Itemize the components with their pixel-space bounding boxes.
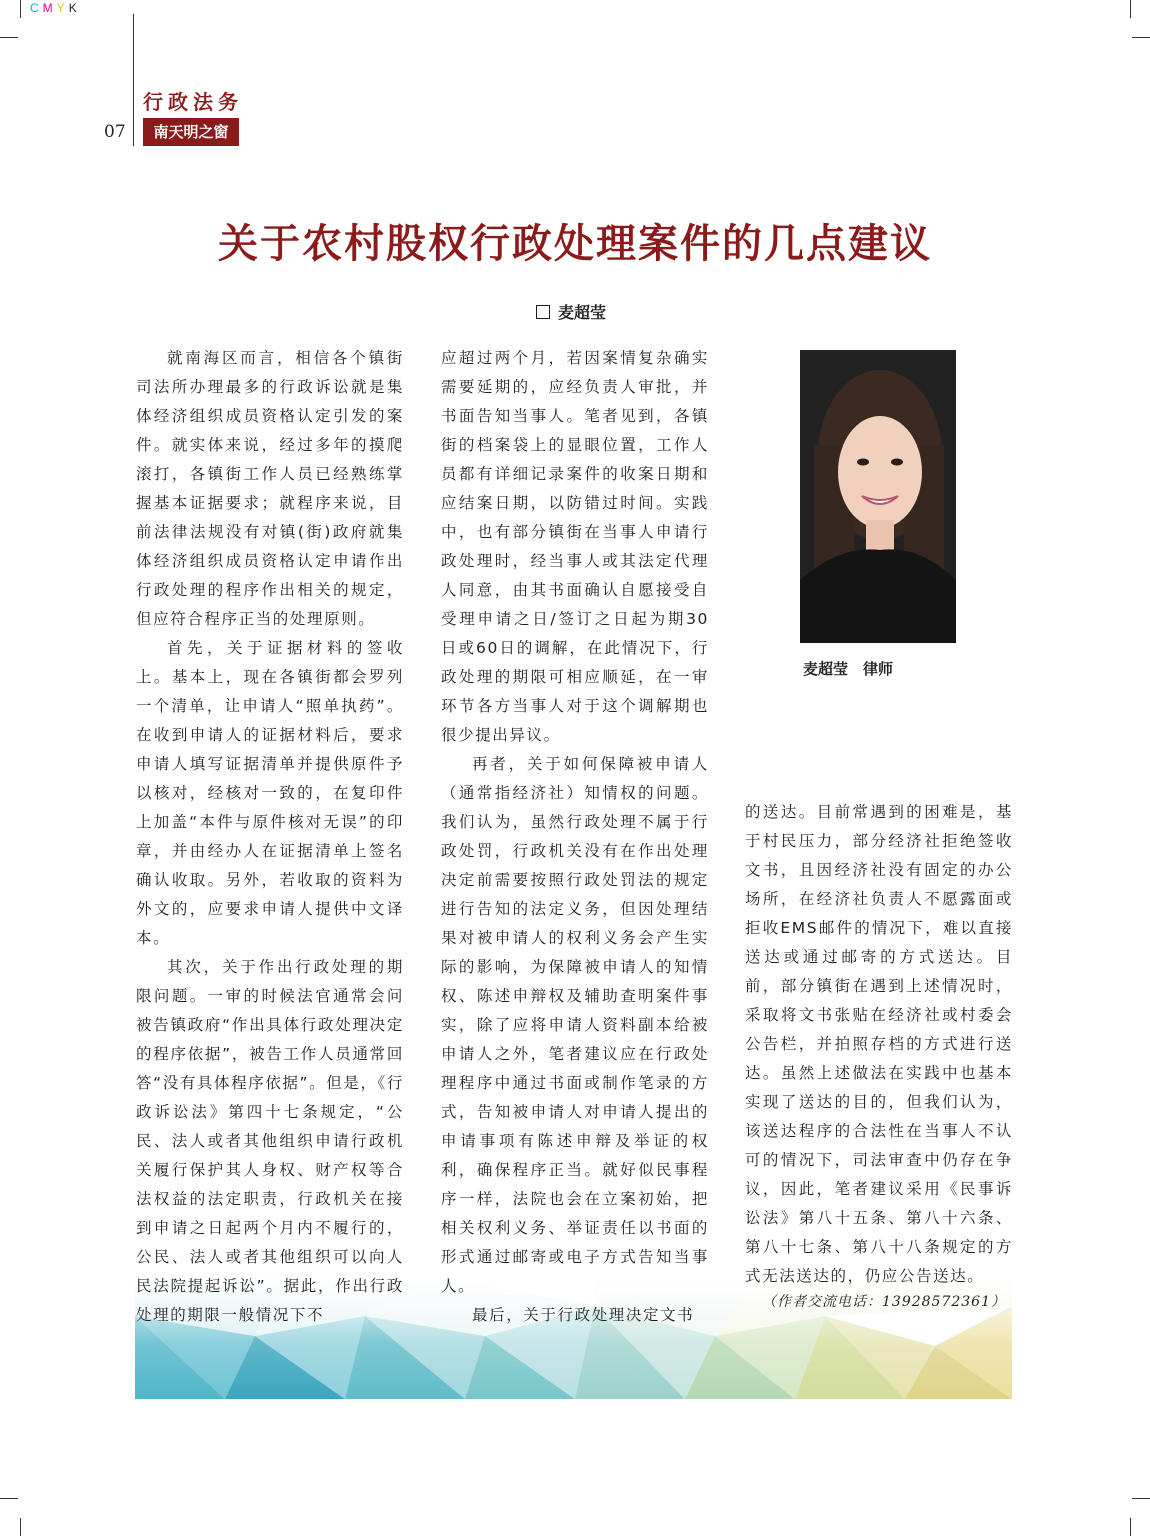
cmyk-m: M	[42, 1, 57, 15]
paragraph: 就南海区而言，相信各个镇街司法所办理最多的行政诉讼就是集体经济组织成员资格认定引发的案件。就实体来说，经过多年的摸爬滚打，各镇街工作人员已经熟练掌握基本证据要求；就程序来说，目前法律法规没有对镇(街)政府就集体经济组织成员资格认定申请作出行政处理的程序作出相关的规定，但应符合程序正当的处理原则。	[136, 349, 404, 628]
crop-mark-bottom-right-h	[1132, 1498, 1150, 1499]
paragraph: 应超过两个月，若因案情复杂确实需要延期的，应经负责人审批，并书面告知当事人。笔者见到，各镇街的档案袋上的显眼位置，工作人员都有详细记录案件的收案日期和应结案日期，以防错过时间。实践中，也有部分镇街在当事人申请行政处理时，经当事人或其法定代理人同意，由其书面确认自愿接受自受理申请之日/签订之日起为期30日或60日的调解，在此情况下，行政处理的期限可相应顺延，在一审环节各方当事人对于这个调解期也很少提出异议。	[441, 349, 709, 744]
article-title: 关于农村股权行政处理案件的几点建议	[218, 221, 932, 267]
cmyk-c: C	[30, 1, 43, 15]
section-label: 行政法务	[143, 90, 243, 114]
crop-mark-top-right-v	[1130, 0, 1131, 18]
article-column-2	[441, 344, 709, 1330]
byline-box-icon	[536, 305, 550, 319]
crop-mark-bottom-left-h	[0, 1498, 18, 1499]
article-column-1	[136, 344, 404, 1330]
crop-mark-top-left-h	[0, 37, 18, 38]
portrait-icon	[800, 350, 956, 643]
cmyk-k: K	[68, 1, 81, 15]
article-column-3	[745, 798, 1013, 1291]
author-name: 麦超莹	[558, 303, 607, 322]
paragraph: 其次，关于作出行政处理的期限问题。一审的时候法官通常会问被告镇政府“作出具体行政处理决定的程序依据”，被告工作人员通常回答“没有具体程序依据”。但是，《行政诉讼法》第四十七条规定，“公民、法人或者其他组织申请行政机关履行保护其人身权、财产权等合法权益的法定职责，行政机关在接到申请之日起两个月内不履行的，公民、法人或者其他组织可以向人民法院提起诉讼”。据此，作出行政处理的期限一般情况下不	[136, 958, 405, 1324]
crop-mark-top-right-h	[1132, 37, 1150, 38]
author-photo	[800, 350, 956, 643]
crop-mark-top-left-v	[20, 0, 21, 18]
cmyk-y: Y	[56, 1, 69, 15]
paragraph: 首先，关于证据材料的签收上。基本上，现在各镇街都会罗列一个清单，让申请人“照单执药”。在收到申请人的证据材料后，要求申请人填写证据清单并提供原件予以核对，经核对一致的，在复印件上加盖“本件与原件核对无误”的印章，并由经办人在证据清单上签名确认收取。另外，若收取的资料为外文的，应要求申请人提供中文译本。	[136, 639, 404, 947]
paragraph: 的送达。目前常遇到的困难是，基于村民压力，部分经济社拒绝签收文书，且因经济社没有固定的办公场所，在经济社负责人不愿露面或拒收EMS邮件的情况下，难以直接送达或通过邮寄的方式送达。目前，部分镇街在遇到上述情况时，采取将文书张贴在经济社或村委会公告栏，并拍照存档的方式进行送达。虽然上述做法在实践中也基本实现了送达的目的，但我们认为，该送达程序的合法性在当事人不认可的情况下，司法审查中仍存在争议，因此，笔者建议采用《民事诉讼法》第八十五条、第八十六条、第八十七条、第八十八条规定的方式无法送达的，仍应公告送达。	[745, 803, 1013, 1285]
header-vertical-rule	[133, 14, 134, 146]
paragraph: 再者，关于如何保障被申请人（通常指经济社）知情权的问题。我们认为，虽然行政处理不属于行政处罚，行政机关没有在作出处理决定前需要按照行政处罚法的规定进行告知的法定义务，但因处理结果对被申请人的权利义务会产生实际的影响，为保障被申请人的知情权、陈述申辩权及辅助查明案件事实，除了应将申请人资料副本给被申请人之外，笔者建议应在行政处理程序中通过书面或制作笔录的方式，告知被申请人对申请人提出的申请事项有陈述申辩及举证的权利，确保程序正当。就好似民事程序一样，法院也会在立案初始，把相关权利义务、举证责任以书面的形式通过邮寄或电子方式告知当事人。	[441, 755, 709, 1295]
column-tag: 南天明之窗	[143, 118, 239, 146]
page-number: 07	[104, 122, 126, 142]
cmyk-registration-label	[30, 1, 81, 15]
byline	[536, 300, 606, 323]
author-contact: （作者交流电话：13928572361）	[762, 1294, 1006, 1310]
paragraph: 最后，关于行政处理决定文书	[472, 1306, 695, 1324]
crop-mark-bottom-right-v	[1130, 1518, 1131, 1536]
photo-caption: 麦超莹 律师	[803, 660, 894, 678]
crop-mark-bottom-left-v	[20, 1518, 21, 1536]
